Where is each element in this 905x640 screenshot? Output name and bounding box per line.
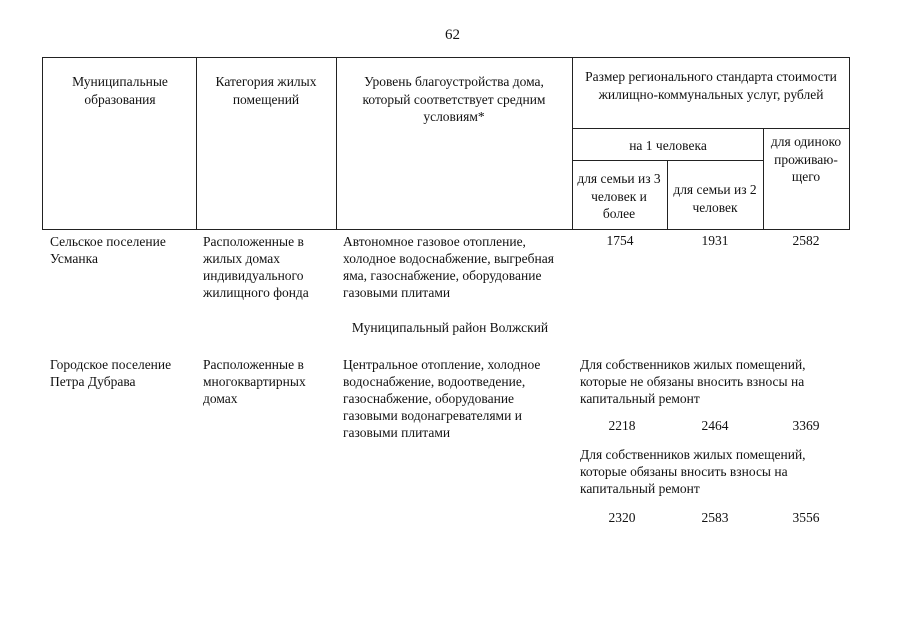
row2-value-family3-b: 2320	[608, 510, 636, 525]
row2-note-obliged: Для собственников жилых помещений, которые обязаны вносить взносы на капитальный ремонт	[580, 447, 806, 496]
row2-municipal: Городское поселение Петра Дубрава	[50, 357, 172, 389]
row1-value-family3: 1754	[606, 233, 634, 248]
header-family3: для семьи из 3 человек и более	[577, 171, 661, 221]
row2-value-family2-b: 2583	[701, 510, 729, 525]
row2-note-not-obliged: Для собственников жилых помещений, которые не обязаны вносить взносы на капитальный ремонт	[580, 357, 806, 406]
header-per-person: на 1 человека	[629, 138, 707, 153]
header-level: Уровень благоустройства дома, который соответствует средним условиям*	[362, 74, 546, 124]
header-municipal: Муниципальные образования	[72, 74, 168, 107]
row2-category: Расположенные в многоквартирных домах	[203, 357, 306, 406]
row2-level: Центральное отопление, холодное водоснабжение, водоотведение, газоснабжение, оборудование газовыми водонагревателями и газовыми плитами	[343, 357, 541, 440]
row1-municipal: Сельское поселение Усманка	[50, 234, 166, 266]
row1-value-family2: 1931	[701, 233, 729, 248]
row1-category: Расположенные в жилых домах индивидуального жилищного фонда	[203, 234, 309, 300]
row1-level: Автономное газовое отопление, холодное водоснабжение, выгребная яма, газоснабжение, оборудование газовыми плитами	[343, 234, 554, 300]
row1-value-single: 2582	[792, 233, 820, 248]
row2-value-family2-a: 2464	[701, 418, 729, 433]
page-number: 62	[445, 27, 460, 43]
row2-value-family3-a: 2218	[608, 418, 636, 433]
header-single: для одиноко проживаю-щего	[770, 134, 842, 184]
header-category: Категория жилых помещений	[215, 74, 317, 107]
section-title: Муниципальный район Волжский	[351, 320, 549, 335]
header-size: Размер регионального стандарта стоимости жилищно-коммунальных услуг, рублей	[585, 69, 837, 102]
row2-value-single-a: 3369	[792, 418, 820, 433]
row2-value-single-b: 3556	[792, 510, 820, 525]
header-family2: для семьи из 2 человек	[673, 182, 757, 215]
